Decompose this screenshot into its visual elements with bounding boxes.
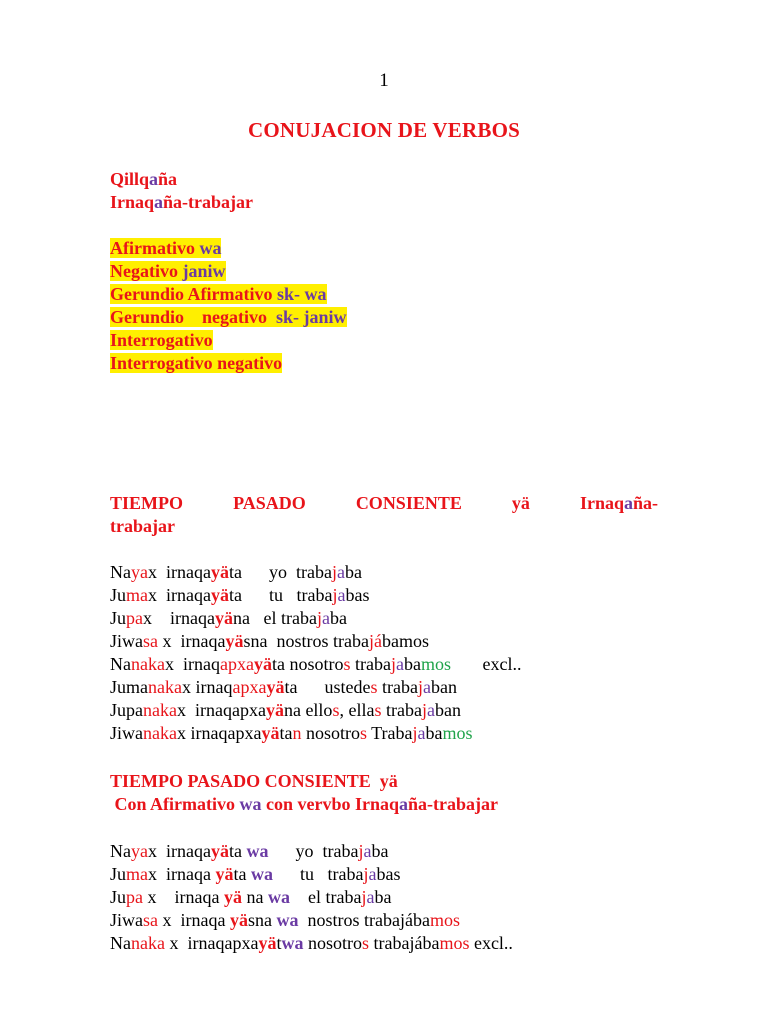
text-run: Con Afirmativo [110,794,240,814]
page-number: 1 [379,70,389,91]
form-interrogativo-negativo [110,353,282,373]
text-run: j [390,654,396,674]
text-run: naka [143,723,177,743]
text-run: ta ustede [284,677,371,697]
text-run: excl.. [469,933,513,953]
text-run: pa [126,887,144,907]
form-gerundio-afirmativo [110,284,327,304]
text-run: naka [148,677,182,697]
text-run: s [332,700,340,720]
text-run: sk- wa [277,284,327,304]
text-run: ma [126,864,149,884]
text-run: Na [110,654,131,674]
text-run: sna nostros traba [243,631,369,651]
text-run: x irnaqa [148,562,211,582]
text-run: Na [110,933,131,953]
text-run: a [417,723,426,743]
text-run: Traba [366,723,413,743]
text-run: nosotro [303,933,362,953]
text-run: apxa [232,677,267,697]
text-run: Gerundio Afirmativo [110,284,277,304]
text-run: -trabajar [182,192,254,212]
text-run: mos [442,723,473,743]
text-run: j [358,841,364,861]
text-run: yä [210,841,229,861]
text-run: a [154,192,164,212]
text-run: con vervbo Irnaq [261,794,400,814]
text-run: pa [126,608,144,628]
text-run: yä [265,700,284,720]
text-run: j [331,562,337,582]
text-run: tu traba [273,864,364,884]
text-run: s [359,723,367,743]
text-run: , ella [339,700,375,720]
text-run: ta tu traba [229,585,333,605]
text-run: s [370,677,378,697]
text-run: a [422,677,431,697]
text-run: a [399,794,409,814]
text-run: ya [131,841,148,861]
section2-heading-line1: TIEMPO PASADO CONSIENTE yä [110,771,398,791]
text-run: Qillq [110,169,150,189]
text-run: j [421,700,427,720]
text-run: wa [199,238,222,258]
section2-conjugation-row [110,886,391,908]
heading-word [110,493,183,513]
text-run: apxa [219,654,254,674]
text-run: Irnaq [579,493,624,513]
form-interrogativo [110,330,213,350]
text-run: naka [131,933,165,953]
text-run: Jiwa [110,631,143,651]
heading-word [233,493,306,513]
heading-word [512,493,530,513]
text-run: x irnaqapxa [164,933,259,953]
text-run: mos [420,654,451,674]
text-run: wa [276,910,299,930]
text-run: x irnaqa [143,608,215,628]
text-run: Ju [110,864,127,884]
section1-conjugation-row [110,630,429,652]
text-run: wa [251,864,273,884]
text-run: na el traba [233,608,317,628]
text-run: a [337,585,346,605]
section2-conjugation-row [110,932,513,954]
text-run: mos [439,933,470,953]
text-run: yä [266,677,285,697]
text-run: yä [225,631,244,651]
section2-conjugation-row [110,840,388,862]
text-run: j [332,585,338,605]
text-run: x irnaq [164,654,220,674]
section1-conjugation-row [110,584,369,606]
section1-conjugation-row [110,699,461,721]
section1-conjugation-row [110,653,521,675]
text-run: wa [239,794,262,814]
text-run: a [366,887,375,907]
text-run: x irnaqapxa [176,700,266,720]
text-run: ña [163,192,183,212]
text-run: x irnaqa [158,631,226,651]
section1-conjugation-row [110,561,362,583]
text-run: yä [258,933,277,953]
text-run: ban [430,677,457,697]
text-run: x irnaqa [158,910,230,930]
heading-word [356,493,462,513]
text-run: ma [126,585,149,605]
section1-conjugation-row [110,676,457,698]
text-run: Irnaq [110,192,155,212]
text-run: nosotro [301,723,360,743]
text-run: yä [210,562,229,582]
text-run: sna [247,910,277,930]
text-run: a [321,608,330,628]
text-run: j [417,677,423,697]
text-run: ta [233,864,251,884]
section1-heading-line1 [110,492,658,514]
text-run: naka [143,700,177,720]
text-run: naka [131,654,165,674]
text-run: ña [158,169,178,189]
text-run: traba [381,700,422,720]
text-run: yä [215,864,234,884]
text-run: ña- [632,493,658,513]
text-run: j [412,723,418,743]
section1-conjugation-row [110,722,473,744]
text-run: a [363,841,372,861]
text-run: já [368,631,382,651]
text-run: a [149,169,159,189]
text-run: x irnaqa [148,864,216,884]
text-run: janiw [182,261,226,281]
text-run: Interrogativo [110,330,213,350]
text-run: Negativo [110,261,183,281]
text-run: x irnaqa [143,887,224,907]
text-run: s [343,654,351,674]
text-run: na ello [283,700,333,720]
text-run: ba [344,562,362,582]
text-run: a [336,562,345,582]
section2-heading-line2 [110,793,498,815]
form-negativo [110,261,226,281]
text-run: ya [131,562,148,582]
text-run: t [276,933,282,953]
text-run: mos [429,910,460,930]
text-run: traba [377,677,418,697]
page-title: CONUJACION DE VERBOS [248,118,520,142]
text-run: a [368,864,377,884]
form-gerundio-negativo [110,307,347,327]
form-afirmativo [110,238,221,258]
text-run: na [242,887,268,907]
text-run: Jupa [110,700,143,720]
text-run: sa [143,631,158,651]
intro-line-1 [110,168,177,190]
section1-heading-line2: trabajar [110,516,175,536]
text-run: j [316,608,322,628]
text-run: ta yo traba [228,562,332,582]
text-run: Jiwa [110,723,143,743]
heading-word [580,493,658,513]
text-run: ba [403,654,421,674]
text-run: j [361,887,367,907]
text-run: yä [211,585,229,605]
text-run: yä [253,654,272,674]
text-run: s [374,700,382,720]
text-run: x irnaq [181,677,233,697]
text-run: Gerundio negativo [110,307,277,327]
text-run: PASADO [233,493,306,513]
text-run: ba [371,841,389,861]
text-run: ña-trabajar [408,794,498,814]
text-run: yä [229,910,248,930]
text-run: el traba [290,887,362,907]
text-run: yä [224,887,242,907]
text-run: CONSIENTE [355,493,462,513]
text-run: x irnaqapxa [176,723,262,743]
text-run: bas [345,585,370,605]
text-run: yä [511,493,530,513]
text-run: Ju [110,585,127,605]
section2-conjugation-row [110,909,460,931]
text-run: x irnaqa [148,585,211,605]
text-run: a [623,493,633,513]
text-run: a [395,654,404,674]
text-run: ta nosotro [271,654,344,674]
text-run: nostros trabajába [298,910,430,930]
text-run: yä [261,723,280,743]
text-run: ba [374,887,392,907]
section2-conjugation-row [110,863,401,885]
text-run: x irnaqa [148,841,211,861]
text-run: sk- janiw [276,307,347,327]
text-run: Na [110,841,131,861]
text-run: Na [110,562,131,582]
text-run: wa [281,933,304,953]
text-run: ta [279,723,293,743]
text-run: Ju [110,887,127,907]
text-run: bamos [381,631,429,651]
text-run: n [292,723,302,743]
text-run: Juma [110,677,148,697]
text-run: Interrogativo negativo [110,353,283,373]
text-run: wa [268,887,290,907]
text-run: ba [329,608,347,628]
text-run: ta [228,841,247,861]
text-run: ba [425,723,443,743]
text-run: ban [434,700,461,720]
text-run: excl.. [450,654,522,674]
text-run: wa [246,841,269,861]
text-run: Ju [110,608,127,628]
text-run: yo traba [268,841,359,861]
text-run: a [426,700,435,720]
text-run: Afirmativo [110,238,200,258]
text-run: s [361,933,369,953]
text-run: trabajába [368,933,440,953]
text-run: yä [215,608,233,628]
text-run: j [363,864,369,884]
text-run: traba [350,654,391,674]
text-run: Jiwa [110,910,143,930]
text-run: TIEMPO [110,493,184,513]
intro-line-2 [110,191,253,213]
section1-conjugation-row [110,607,347,629]
text-run: bas [376,864,401,884]
text-run: sa [143,910,158,930]
